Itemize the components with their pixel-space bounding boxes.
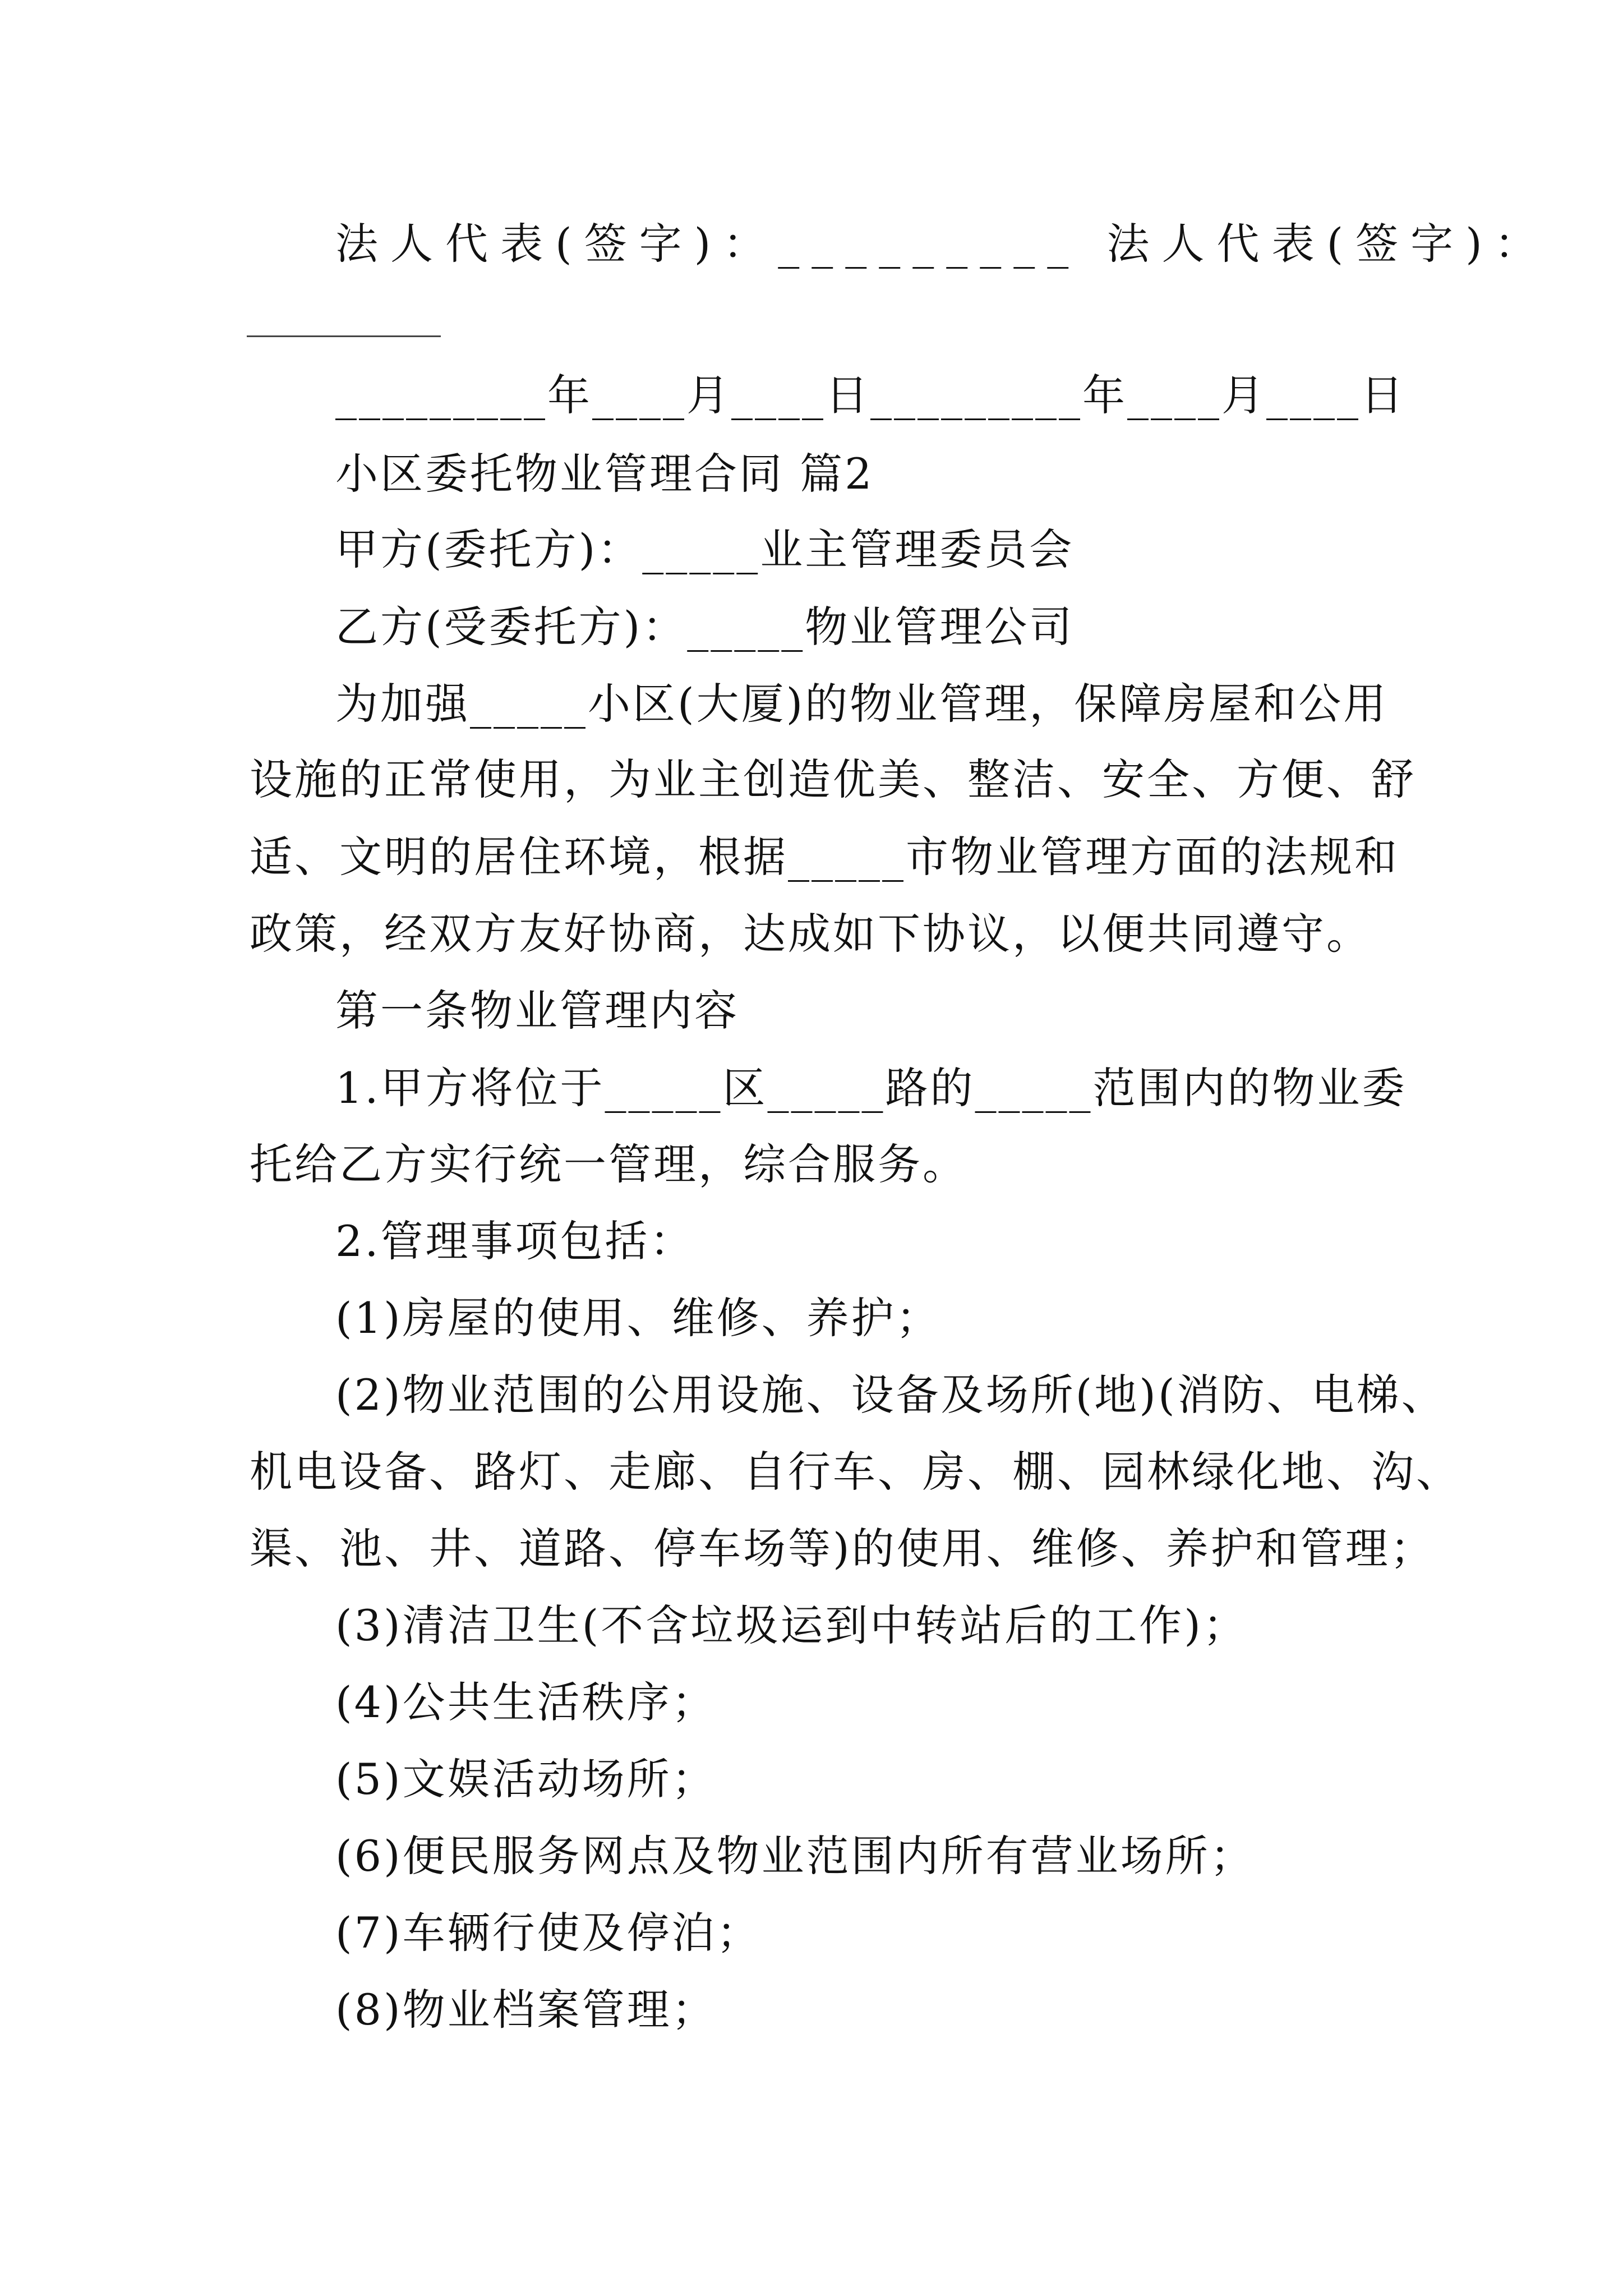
article-title: 第一条物业管理内容 [335,986,739,1036]
list-item: (3)清洁卫生(不含垃圾运到中转站后的工作)； [335,1600,1248,1650]
preamble-line: 适、文明的居住环境，根据_____市物业管理方面的法规和 [250,832,1399,882]
list-item: (1)房屋的使用、维修、养护； [335,1293,941,1343]
date-line: _________年____月____日_________年____月____日 [335,370,1405,420]
party-a: 甲方(委托方)：_____业主管理委员会 [335,524,1075,574]
list-item: 机电设备、路灯、走廊、自行车、房、棚、园林绿化地、沟、 [250,1447,1461,1497]
list-item: (4)公共生活秩序； [335,1677,717,1727]
signature-blank [247,335,441,337]
list-item: (2)物业范围的公用设施、设备及场所(地)(消防、电梯、 [335,1370,1446,1420]
preamble-line: 设施的正常使用，为业主创造优美、整洁、安全、方便、舒 [250,754,1416,804]
list-item: (5)文娱活动场所； [335,1754,717,1804]
clause-title: 2.管理事项包括： [335,1216,695,1266]
list-item: (7)车辆行使及停泊； [335,1908,762,1958]
list-item: (6)便民服务网点及物业范围内所有营业场所； [335,1831,1255,1881]
preamble-line: 政策，经双方友好协商，达成如下协议，以便共同遵守。 [250,909,1371,959]
list-item: (8)物业档案管理； [335,1985,717,2035]
clause-line: 托给乙方实行统一管理，综合服务。 [250,1139,967,1189]
party-b: 乙方(受委托方)：_____物业管理公司 [335,602,1075,652]
preamble-line: 为加强_____小区(大厦)的物业管理，保障房屋和公用 [335,679,1389,729]
signature-line: 法人代表(签字)：_________ 法人代表(签字)： [335,219,1550,269]
clause-line: 1.甲方将位于_____区_____路的_____范围内的物业委 [335,1063,1407,1113]
list-item: 渠、池、井、道路、停车场等)的使用、维修、养护和管理； [250,1524,1435,1573]
document-heading: 小区委托物业管理合同 篇2 [335,449,874,499]
